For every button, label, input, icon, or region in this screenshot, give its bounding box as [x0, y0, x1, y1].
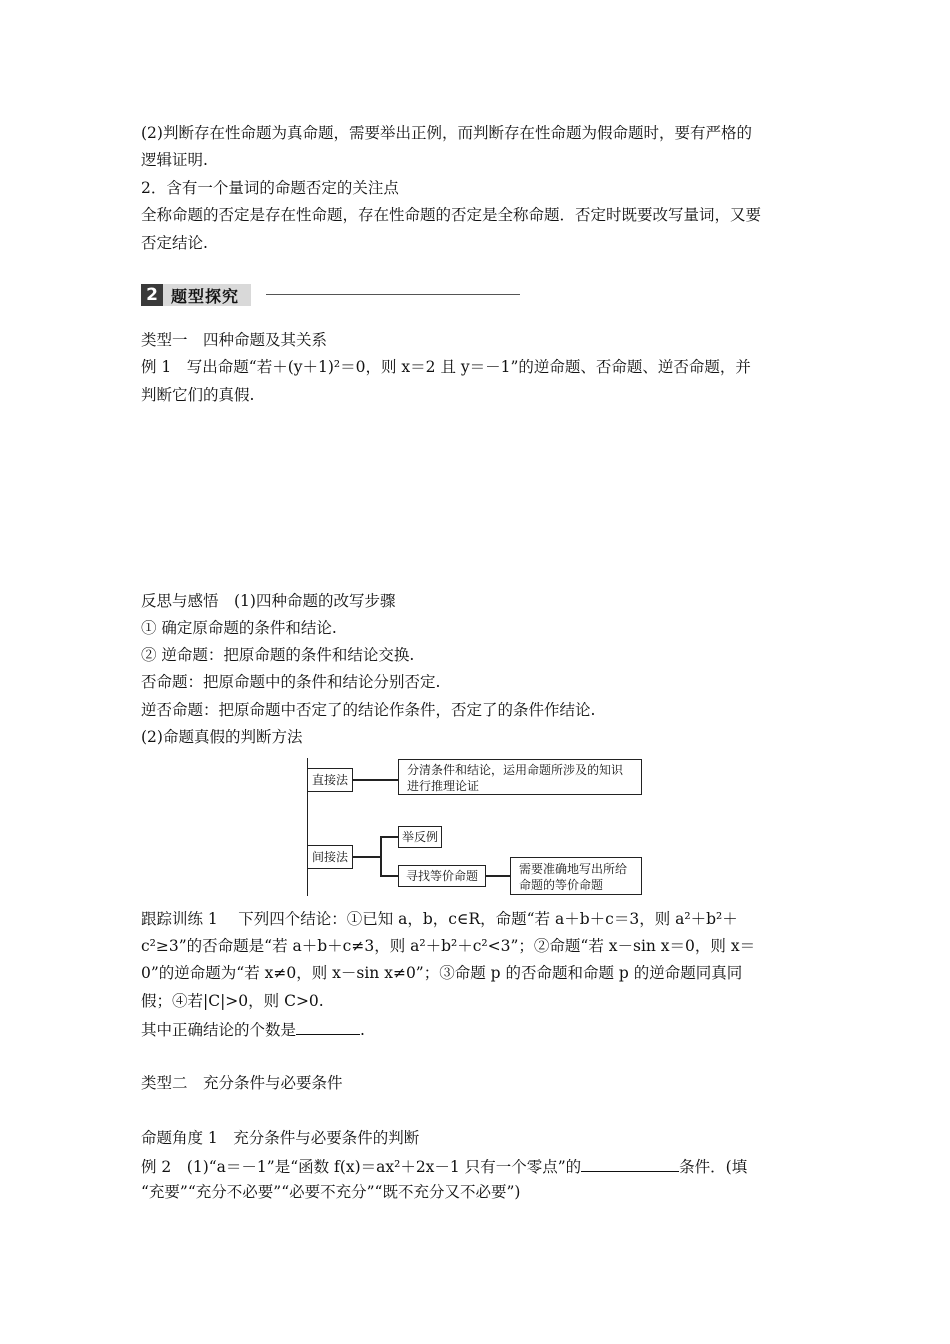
equiv-desc-line: 命题的等价命题	[519, 878, 604, 892]
equivalent-proposition-box	[398, 865, 486, 887]
reflection-line: (2)命题真假的判断方法	[141, 728, 303, 746]
exercise-line: c²≥3”的否命题是“若 a＋b＋c≠3，则 a²＋b²＋c²<3”；②命题“若 x－sin x＝0，则 x＝	[141, 937, 756, 955]
diagram-connector	[380, 836, 382, 876]
paragraph-line: 全称命题的否定是存在性命题，存在性命题的否定是全称命题．否定时既要改写量词，又要	[141, 206, 762, 224]
example-text: 例 2 (1)“a＝－1”是“函数 f(x)＝ax²＋2x－1 只有一个零点”的	[141, 1158, 582, 1176]
section-title: 题型探究	[163, 284, 251, 306]
exercise-line: 跟踪训练 1 下列四个结论：①已知 a，b，c∈R，命题“若 a＋b＋c＝3，则 a²＋b²＋	[141, 910, 738, 928]
section-number: 2	[141, 284, 163, 306]
question-end: .	[360, 1021, 365, 1039]
question-text: 其中正确结论的个数是	[141, 1021, 297, 1039]
reflection-line: 反思与感悟 (1)四种命题的改写步骤	[141, 592, 396, 610]
exercise-question	[141, 1018, 365, 1040]
diagram-connector	[380, 875, 398, 877]
direct-method-label: 直接法	[311, 773, 348, 787]
section-header	[141, 284, 251, 306]
example-line: 判断它们的真假.	[141, 386, 255, 404]
example-line: 例 1 写出命题“若＋(y＋1)²＝0，则 x＝2 且 y＝－1”的逆命题、否命题、逆否命题，并	[141, 358, 751, 376]
type-heading: 类型一 四种命题及其关系	[141, 331, 328, 349]
exercise-line: 假；④若|C|>0，则 C>0.	[141, 992, 324, 1010]
counterexample-box	[398, 826, 442, 848]
equivalent-proposition-desc	[510, 857, 642, 895]
reflection-line: 逆否命题：把原命题中否定了的结论作条件，否定了的条件作结论.	[141, 701, 596, 719]
indirect-method-label: 间接法	[311, 850, 348, 864]
section-divider	[266, 294, 520, 295]
example-text: 条件．(填	[679, 1158, 748, 1176]
example-line: “充要”“充分不必要”“必要不充分”“既不充分又不必要”)	[141, 1183, 521, 1201]
paragraph-line: 逻辑证明.	[141, 151, 208, 169]
paragraph-line: 否定结论.	[141, 234, 208, 252]
counterexample-label: 举反例	[401, 830, 438, 844]
answer-blank[interactable]	[581, 1155, 679, 1172]
indirect-method-box	[307, 845, 353, 869]
direct-desc-line: 分清条件和结论，运用命题所涉及的知识	[407, 763, 624, 777]
diagram-connector	[380, 836, 398, 838]
answer-blank[interactable]	[296, 1018, 360, 1035]
paragraph-line: (2)判断存在性命题为真命题，需要举出正例，而判断存在性命题为假命题时，要有严格的	[141, 124, 752, 142]
equivalent-proposition-label: 寻找等价命题	[405, 869, 478, 883]
angle-heading: 命题角度 1 充分条件与必要条件的判断	[141, 1129, 420, 1147]
reflection-line: 否命题：把原命题中的条件和结论分别否定.	[141, 673, 441, 691]
diagram-connector	[353, 856, 380, 858]
example-line	[141, 1155, 747, 1177]
reflection-line: ② 逆命题：把原命题的条件和结论交换.	[141, 646, 415, 664]
direct-desc-line: 进行推理论证	[407, 779, 480, 793]
reflection-line: ① 确定原命题的条件和结论.	[141, 619, 337, 637]
type-heading: 类型二 充分条件与必要条件	[141, 1074, 343, 1092]
diagram-connector	[486, 875, 510, 877]
diagram-connector	[353, 779, 398, 781]
heading-point-2: 2．含有一个量词的命题否定的关注点	[141, 179, 399, 197]
exercise-line: 0”的逆命题为“若 x≠0，则 x－sin x≠0”；③命题 p 的否命题和命题 p 的逆命题同真同	[141, 964, 743, 982]
equiv-desc-line: 需要准确地写出所给	[519, 862, 628, 876]
direct-method-desc	[398, 759, 642, 795]
direct-method-box	[307, 768, 353, 792]
